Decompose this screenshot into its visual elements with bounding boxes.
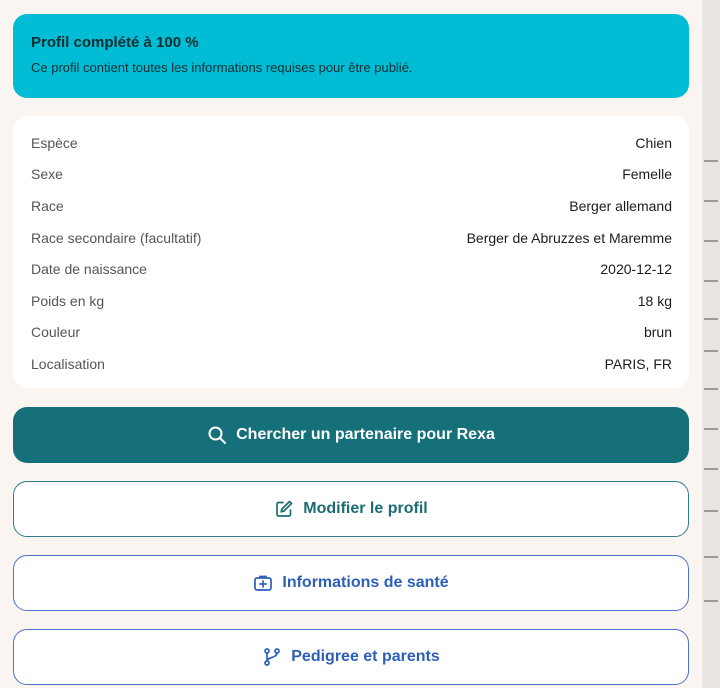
- edge-mark: [704, 200, 718, 202]
- detail-row-species: [31, 127, 672, 159]
- detail-value: brun: [643, 324, 672, 341]
- edge-mark: [704, 510, 718, 512]
- edge-mark: [704, 280, 718, 282]
- detail-row-birth-date: [31, 253, 672, 285]
- search-partner-label: Chercher un partenaire pour Rexa: [236, 426, 495, 443]
- detail-value: 18 kg: [637, 292, 672, 309]
- edit-profile-button[interactable]: [13, 481, 689, 537]
- banner-title: Profil complété à 100 %: [31, 34, 199, 51]
- profile-details-card: [13, 116, 689, 388]
- edge-mark: [704, 556, 718, 558]
- detail-label: Race secondaire (facultatif): [31, 229, 202, 246]
- detail-label: Couleur: [31, 324, 81, 341]
- detail-value: PARIS, FR: [604, 355, 672, 372]
- detail-label: Date de naissance: [31, 261, 147, 278]
- detail-row-location: [31, 348, 672, 380]
- search-partner-button[interactable]: [13, 407, 689, 463]
- detail-value: 2020-12-12: [600, 261, 672, 278]
- edit-icon: [274, 499, 294, 519]
- health-info-label: Informations de santé: [282, 574, 449, 591]
- edge-mark: [704, 240, 718, 242]
- edit-profile-label: Modifier le profil: [303, 500, 428, 517]
- edge-mark: [704, 388, 718, 390]
- detail-value: Femelle: [622, 166, 672, 183]
- edge-mark: [704, 468, 718, 470]
- detail-label: Localisation: [31, 355, 105, 372]
- edge-mark: [704, 318, 718, 320]
- edge-mark: [704, 160, 718, 162]
- banner-text: Ce profil contient toutes les informations requises pour être publié.: [31, 60, 413, 75]
- detail-label: Race: [31, 197, 64, 214]
- pedigree-button[interactable]: [13, 629, 689, 685]
- detail-value: Berger allemand: [569, 197, 672, 214]
- detail-row-breed: [31, 190, 672, 222]
- detail-row-weight: [31, 285, 672, 317]
- edge-mark: [704, 350, 718, 352]
- medical-kit-icon: [253, 573, 273, 593]
- pedigree-label: Pedigree et parents: [291, 648, 440, 665]
- detail-row-secondary-breed: [31, 222, 672, 254]
- search-icon: [207, 425, 227, 445]
- detail-value: Berger de Abruzzes et Maremme: [466, 229, 672, 246]
- detail-row-sex: [31, 159, 672, 191]
- detail-label: Poids en kg: [31, 292, 105, 309]
- detail-row-color: [31, 317, 672, 349]
- window-edge: [702, 0, 720, 688]
- detail-value: Chien: [635, 134, 672, 151]
- profile-complete-banner: [13, 14, 689, 98]
- detail-label: Espèce: [31, 134, 78, 151]
- branch-icon: [262, 647, 282, 667]
- health-info-button[interactable]: [13, 555, 689, 611]
- edge-mark: [704, 428, 718, 430]
- detail-label: Sexe: [31, 166, 63, 183]
- edge-mark: [704, 600, 718, 602]
